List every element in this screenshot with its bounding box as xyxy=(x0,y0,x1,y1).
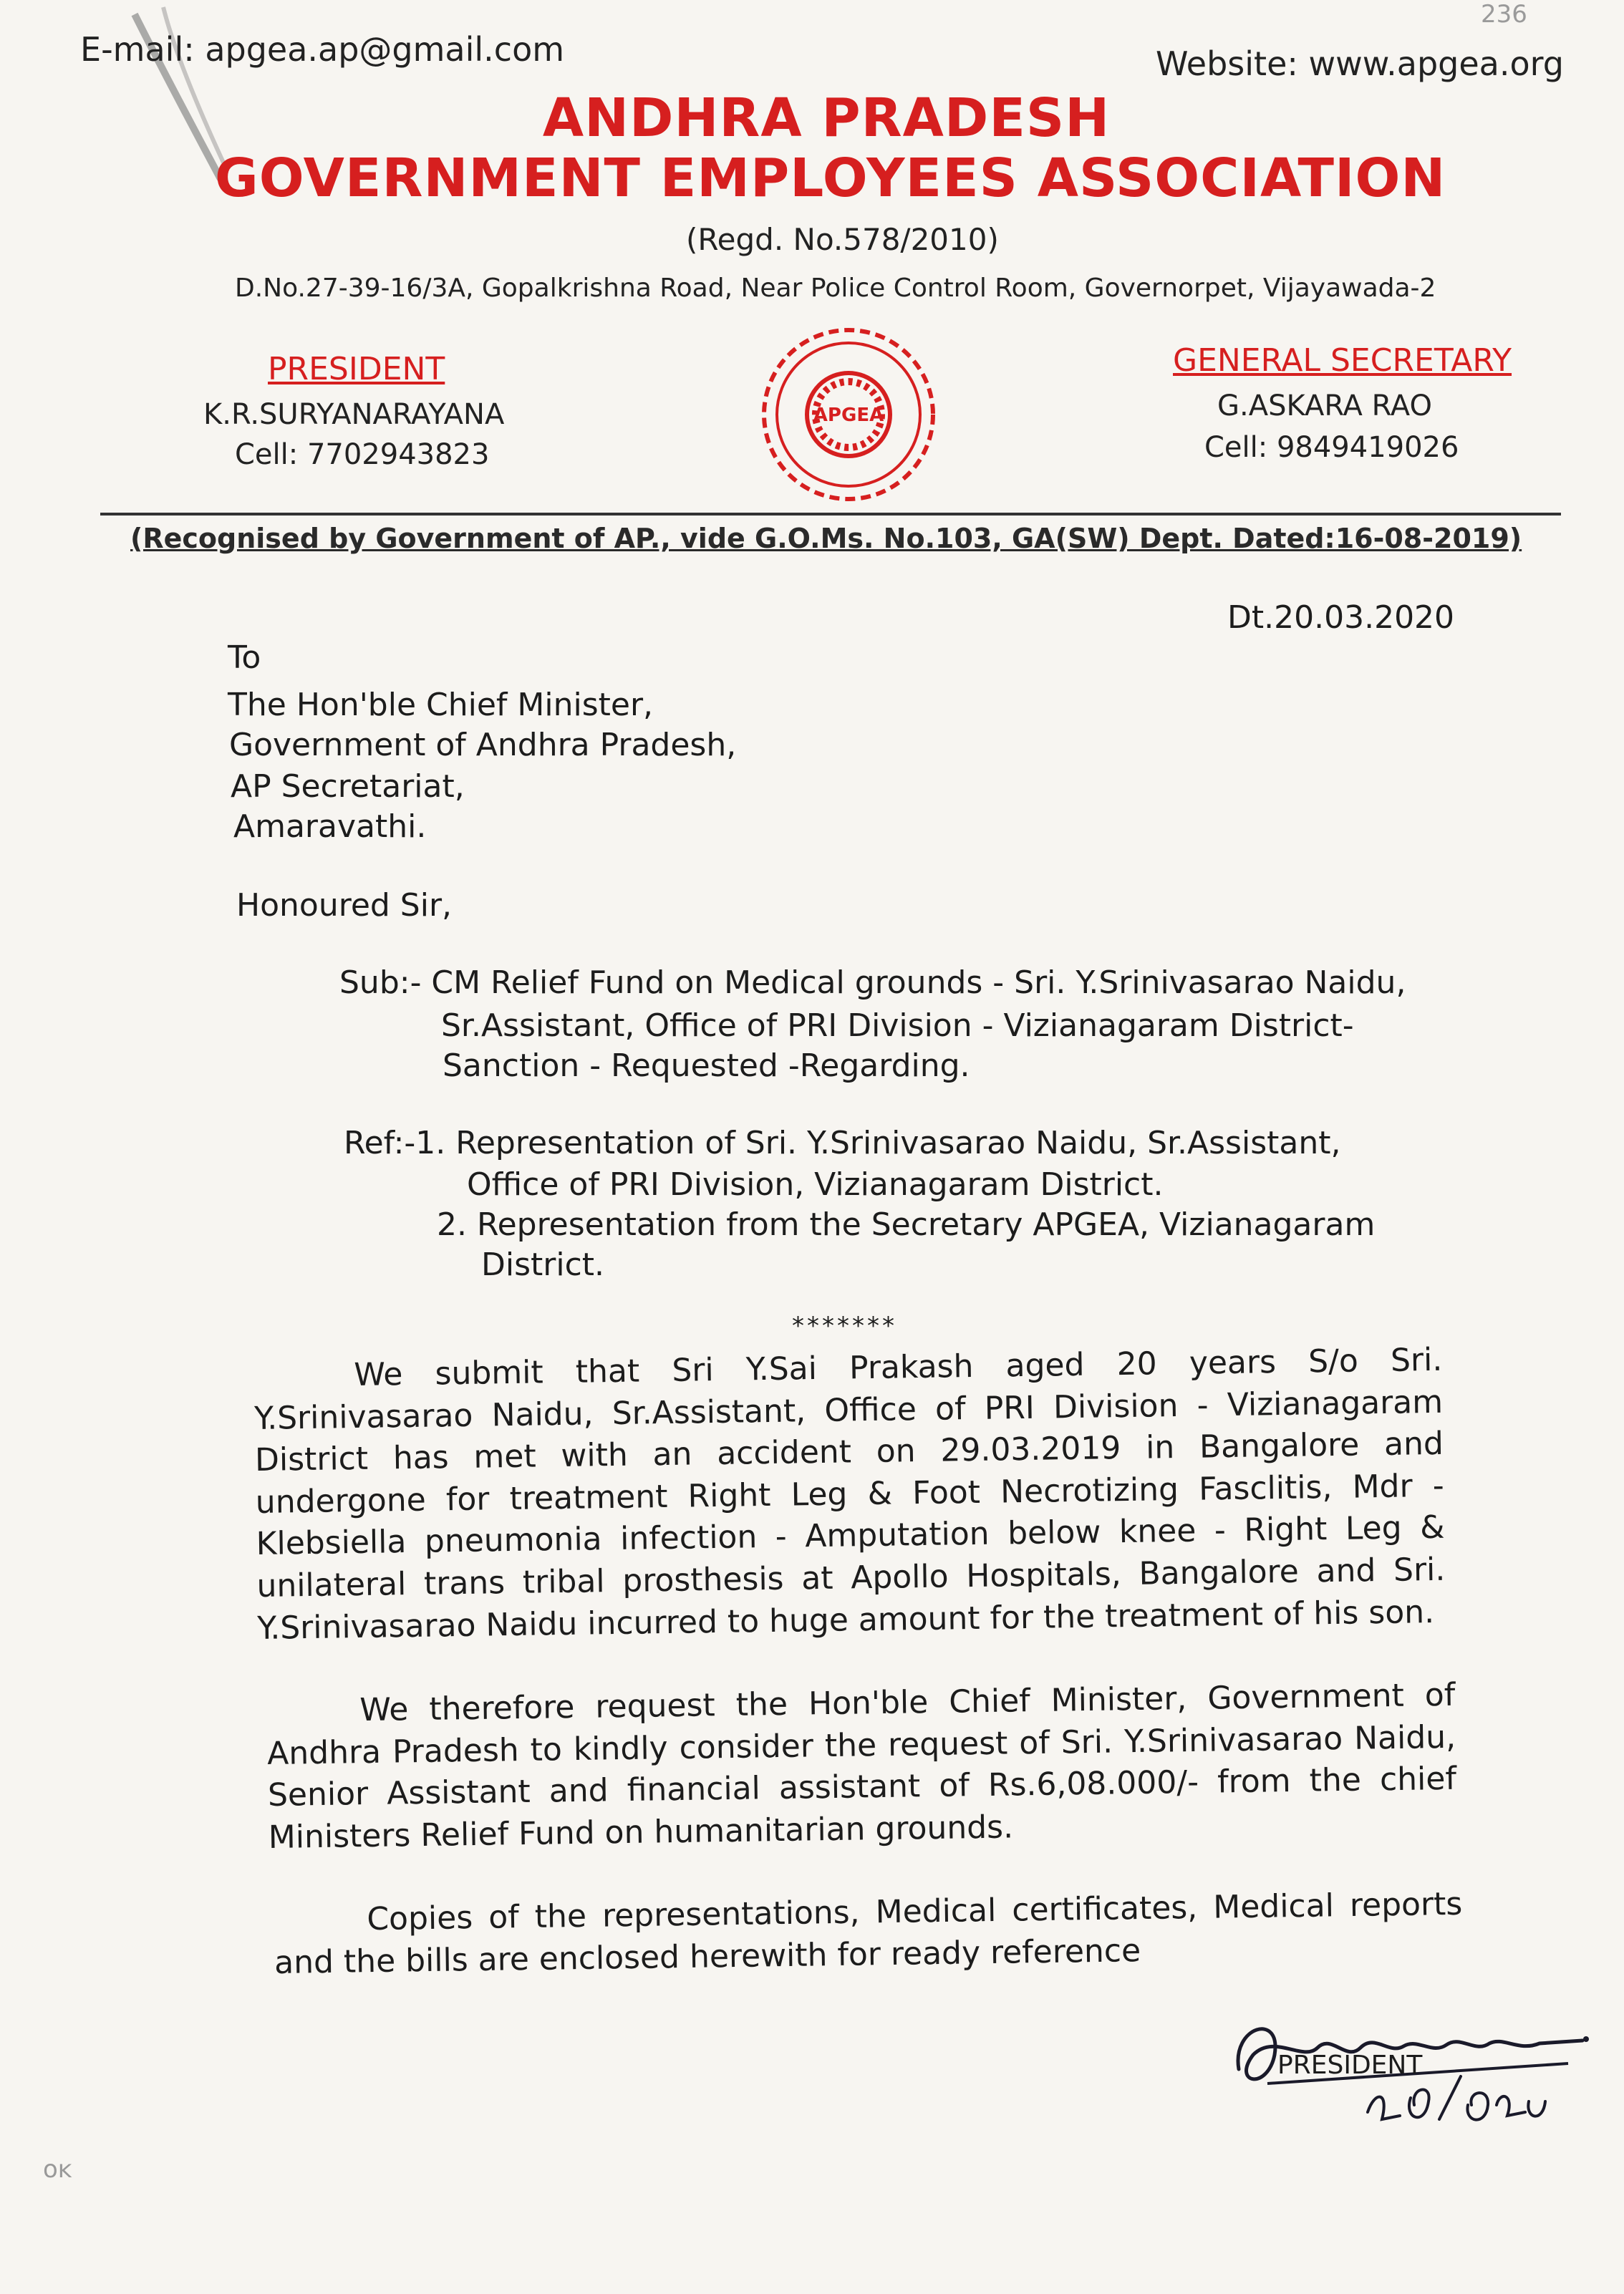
email-address: E-mail: apgea.ap@gmail.com xyxy=(80,30,565,69)
reference-line: Ref:-1. Representation of Sri. Y.Srinivasarao Naidu, Sr.Assistant, xyxy=(344,1125,1341,1161)
president-name: K.R.SURYANARAYANA xyxy=(203,398,505,431)
logo-lettering: APGEA xyxy=(813,405,884,426)
addressee-line: The Hon'ble Chief Minister, xyxy=(228,687,654,723)
subject-line: Sanction - Requested -Regarding. xyxy=(443,1047,970,1084)
subject-line: Sub:- CM Relief Fund on Medical grounds - Sri. Y.Srinivasarao Naidu, xyxy=(339,964,1406,1001)
to-line: To xyxy=(228,639,261,676)
org-name-line1: ANDHRA PRADESH xyxy=(542,87,1111,149)
body-paragraph: We therefore request the Hon'ble Chief Minister, Government of Andhra Pradesh to kindly consider the request of Sri. Y.Srinivasarao Naidu, Senior Assistant and financial assistant of Rs.6,08.000/- from the chief Ministers Relief Fund on humanitarian grounds. xyxy=(266,1676,1457,1856)
reference-line: Office of PRI Division, Vizianagaram District. xyxy=(467,1166,1164,1203)
body-paragraph: We submit that Sri Y.Sai Prakash aged 20 years S/o Sri. Y.Srinivasarao Naidu, Sr.Assistant, Office of PRI Division - Vizianagaram District has met with an accident on 29.03.2019 in Bangalore and undergone for treatment Right Leg & Foot Necrotizing Fasclitis, Mdr - Klebsiella pneumonia infection - Amputation below knee - Right Leg & unilateral trans tribal prosthesis at Apollo Hospitals, Bangalore and Sri. Y.Srinivasarao Naidu incurred to huge amount for the treatment of his son. xyxy=(253,1341,1446,1647)
reference-line: District. xyxy=(481,1247,605,1283)
letter-date: Dt.20.03.2020 xyxy=(1227,599,1455,636)
addressee-line: Government of Andhra Pradesh, xyxy=(229,727,737,763)
org-address: D.No.27-39-16/3A, Gopalkrishna Road, Near Police Control Room, Governorpet, Vijayawada-2 xyxy=(235,274,1436,303)
recognition-line: (Recognised by Government of AP., vide G.O.Ms. No.103, GA(SW) Dept. Dated:16-08-2019) xyxy=(130,523,1522,554)
handwritten-date xyxy=(1360,2062,1547,2141)
org-name-line2: GOVERNMENT EMPLOYEES ASSOCIATION xyxy=(215,147,1446,209)
general-secretary-label: GENERAL SECRETARY xyxy=(1173,342,1512,379)
margin-mark: ᴏᴋ xyxy=(43,2155,72,2184)
salutation: Honoured Sir, xyxy=(236,887,453,924)
president-label: PRESIDENT xyxy=(268,351,445,387)
subject-line: Sr.Assistant, Office of PRI Division - Vizianagaram District- xyxy=(441,1007,1354,1044)
addressee-line: Amaravathi. xyxy=(233,808,427,845)
page-number: 236 xyxy=(1481,0,1527,29)
website-address: Website: www.apgea.org xyxy=(1156,44,1564,83)
addressee-line: AP Secretariat, xyxy=(231,768,465,805)
reference-line: 2. Representation from the Secretary APGEA, Vizianagaram xyxy=(437,1206,1376,1243)
general-secretary-cell: Cell: 9849419026 xyxy=(1204,431,1459,464)
apgea-logo-icon xyxy=(755,321,942,508)
president-cell: Cell: 7702943823 xyxy=(235,438,490,471)
separator-stars: ******* xyxy=(792,1312,897,1340)
general-secretary-name: G.ASKARA RAO xyxy=(1217,389,1432,422)
signature-title: PRESIDENT xyxy=(1277,2051,1423,2080)
header-divider xyxy=(100,513,1561,516)
registration-number: (Regd. No.578/2010) xyxy=(686,222,999,257)
body-paragraph: Copies of the representations, Medical certificates, Medical reports and the bills are enclosed herewith for ready reference xyxy=(274,1885,1463,1981)
